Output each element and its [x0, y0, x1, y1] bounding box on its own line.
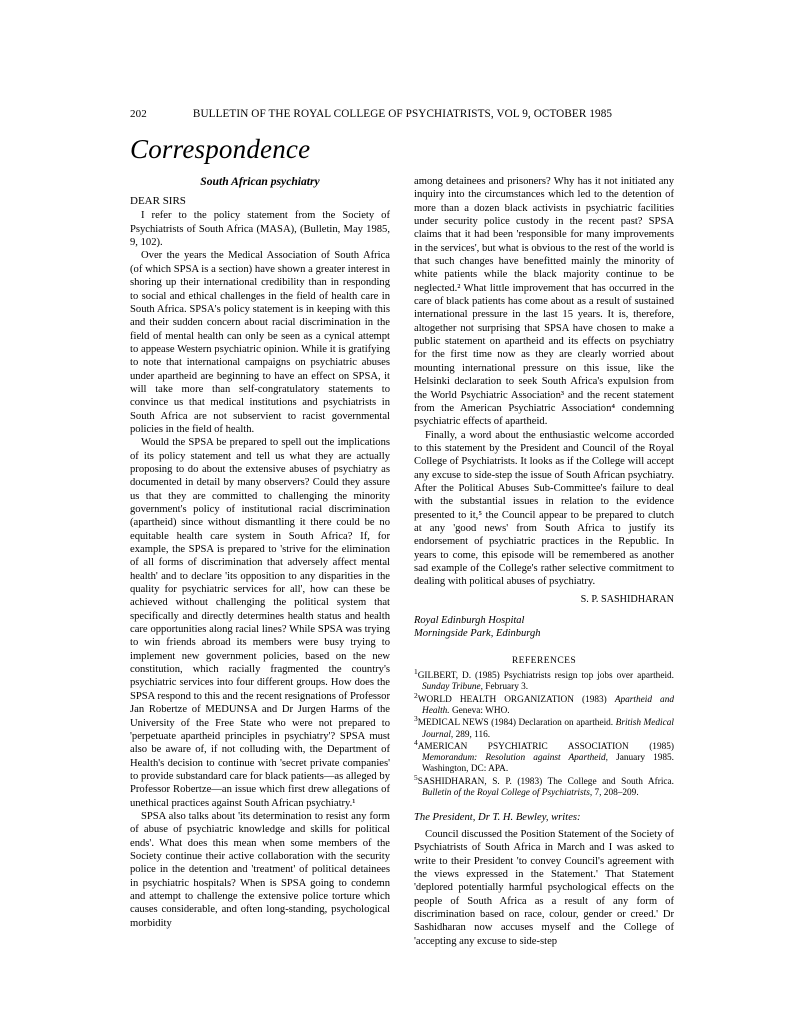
reference-tail: January 1985. Washington, DC: APA.	[422, 753, 674, 775]
right-column	[414, 175, 674, 948]
reference-author: GILBERT, D.	[417, 670, 472, 681]
reference-item	[414, 714, 674, 741]
reference-author: WORLD HEALTH ORGANIZATION	[417, 694, 574, 705]
left-column	[130, 175, 390, 948]
reference-item	[414, 772, 675, 800]
letter-title: South African psychiatry	[200, 175, 320, 188]
reference-text: (1983)	[573, 694, 615, 705]
reference-source: Sunday Tribune,	[422, 682, 483, 693]
reference-text: (1985)	[628, 741, 674, 752]
page-content	[130, 108, 675, 948]
reference-tail: 7, 208–209.	[592, 788, 639, 799]
two-column-body	[130, 175, 675, 948]
reference-item	[414, 666, 675, 694]
reference-item	[414, 690, 675, 718]
reference-number: 5	[414, 772, 418, 782]
second-letter-heading: The President, Dr T. H. Bewley, writes:	[414, 812, 581, 824]
reference-number: 1	[414, 666, 418, 676]
paragraph: Council discussed the Position Statement of the Society of Psychiatrists of South Africa in March and I was asked to write to their President 'to convey Council's agreement with the views expressed in the Statement.' That Statement 'deplored potentially harmful psychological effects on the people of South Africa as a result of any form of discrimination based on race, colour, gender or creed.' Dr Sashidharan now accuses myself and the College of 'accepting any excuse to side-step	[414, 828, 674, 947]
paragraph: Would the SPSA be prepared to spell out the implications of its policy statement and tell us what they are actually proposing to do about the extensive abuses of psychiatry as documented in detail by many observers? Could they assure us that they are committed to challenging the minority government's policy of institutional racial discrimination (apartheid) since without dismantling it there could be no equitable health care system in South Africa? If, for example, the SPSA is prepared to 'strive for the elimination of all forms of discrimination that adversely affect mental health' and to declare 'its opposition to any disparities in the quality for psychiatric services for all', how can these be achieved without challenging the political system that specifically and directly determines health status and health care opportunities along racial lines? While SPSA was trying to win friends abroad its members were busy trying to implement new government policies, based on the new constitution, which racially fragmented the country's psychiatric services into four different groups. How does the SPSA respond to this and the recent resignations of Professor Jan Robertze of MEDUNSA and Dr Jurgen Harms of the University of the Free State who were not prepared to 'perpetuate apartheid principles in psychiatry'? SPSA must also be aware of, if not colluding with, the Department of Health's decision to continue with 'secret private companies' to provide substandard care for black patients—as alleged by Professor Robertze—an issue which first drew allegations of unethical practices against South African psychiatry.¹	[130, 437, 390, 809]
reference-author: SASHIDHARAN, S. P.	[417, 776, 512, 787]
reference-text: (1983) The College and South Africa.	[511, 776, 675, 787]
paragraph: among detainees and prisoners? Why has it not initiated any inquiry into the circumstances which led to the detention of more than a dozen black activists in psychiatric facilities under security police custody in the recent past? SPSA claims that it had been 'responsible for many improvements in the services', but what is obvious to the rest of the world is that such changes have benefitted mainly the minority of white patients while the black majority continue to be neglected.² What little improvement that has occurred in the care of black patients has come about as a result of sustained international pressure in the last 15 years. It is, therefore, altogether not surprising that SPSA have chosen to make a public statement on apartheid and its effects on psychiatry for the first time now as they are clearly worried about mounting international pressure on this issue, like the Helsinki declaration to seek South Africa's expulsion from the World Psychiatric Association³ and the recent statement from the American Psychiatric Association⁴ condemning psychiatric effects of apartheid.	[414, 176, 674, 428]
letter-signature: S. P. SASHIDHARAN	[580, 593, 674, 605]
reference-number: 2	[414, 690, 418, 700]
paragraph: Finally, a word about the enthusiastic welcome accorded to this statement by the President and Council of the Royal College of Psychiatrists. It looks as if the College will accept any excuse to side-step the issue of South African psychiatry. After the Political Abuses Sub-Committee's failure to deal with the substantial issues in relation to the evidence presented to it,⁵ the Council appear to be prepared to clutch at any 'good news' from South Africa to justify its endorsement of psychiatric practices in the Republic. In years to come, this episode will be remembered as another sad example of the College's rather selective commitment to dealing with political abuses of psychiatry.	[414, 429, 674, 588]
reference-source: Bulletin of the Royal College of Psychiatrists,	[422, 788, 593, 799]
reference-tail: 289, 116.	[453, 729, 491, 740]
reference-text: (1984) Declaration on apartheid.	[488, 718, 616, 729]
paragraph: Over the years the Medical Association of South Africa (of which SPSA is a section) have shown a greater interest in shoring up their international credibility than in responding to social and ethical challenges in the field of health care in South Africa. SPSA's policy statement is in keeping with this and their sudden concern about racial discrimination in the field of mental health can only be seen as a cynical attempt to appease Western psychiatric opinion. While it is gratifying to note that international campaigns on psychiatric abuses under apartheid are beginning to have an effect on SPSA, it will take more than self-congratulatory statements to convince us that medical institutions and psychiatrists in South Africa are not subservient to racist governmental policies in the field of health.	[130, 250, 390, 435]
reference-source: British Medical Journal,	[422, 718, 674, 740]
reference-author: MEDICAL NEWS	[417, 718, 489, 729]
reference-tail: Geneva: WHO.	[449, 705, 510, 716]
reference-item	[414, 737, 674, 776]
references-heading: REFERENCES	[511, 654, 577, 666]
reference-author: AMERICAN PSYCHIATRIC ASSOCIATION	[417, 741, 629, 752]
journal-running-title: BULLETIN OF THE ROYAL COLLEGE OF PSYCHIATRISTS, VOL 9, OCTOBER 1985	[192, 108, 613, 120]
address-line: Royal Edinburgh Hospital	[414, 614, 525, 626]
reference-text: (1985) Psychiatrists resign top jobs over apartheid.	[471, 670, 675, 681]
address-line: Morningside Park, Edinburgh	[414, 628, 541, 640]
author-address	[414, 614, 674, 641]
reference-number: 3	[414, 714, 418, 724]
paragraph: I refer to the policy statement from the Society of Psychiatrists of South Africa (MASA), (Bulletin, May 1985, 9, 102).	[130, 210, 390, 249]
reference-tail: February 3.	[482, 682, 529, 693]
section-title: Correspondence	[130, 134, 311, 164]
reference-number: 4	[414, 737, 418, 747]
running-head	[130, 108, 675, 120]
page-number: 202	[130, 108, 147, 120]
paragraph: SPSA also talks about 'its determination to resist any form of abuse of psychiatric knowledge and skills for political ends'. What does this mean when some members of the Society continue their active collaboration with the security police in the detention and 'treatment' of political detainees in psychiatric hospitals? When is SPSA going to condemn and attempt to challenge the extensive police torture which causes considerable, and often long-standing, psychological morbidity	[130, 810, 390, 929]
reference-source: Apartheid and Health.	[422, 694, 675, 716]
letter-salutation: DEAR SIRS	[130, 194, 186, 207]
reference-source: Memorandum: Resolution against Apartheid,	[422, 753, 608, 764]
